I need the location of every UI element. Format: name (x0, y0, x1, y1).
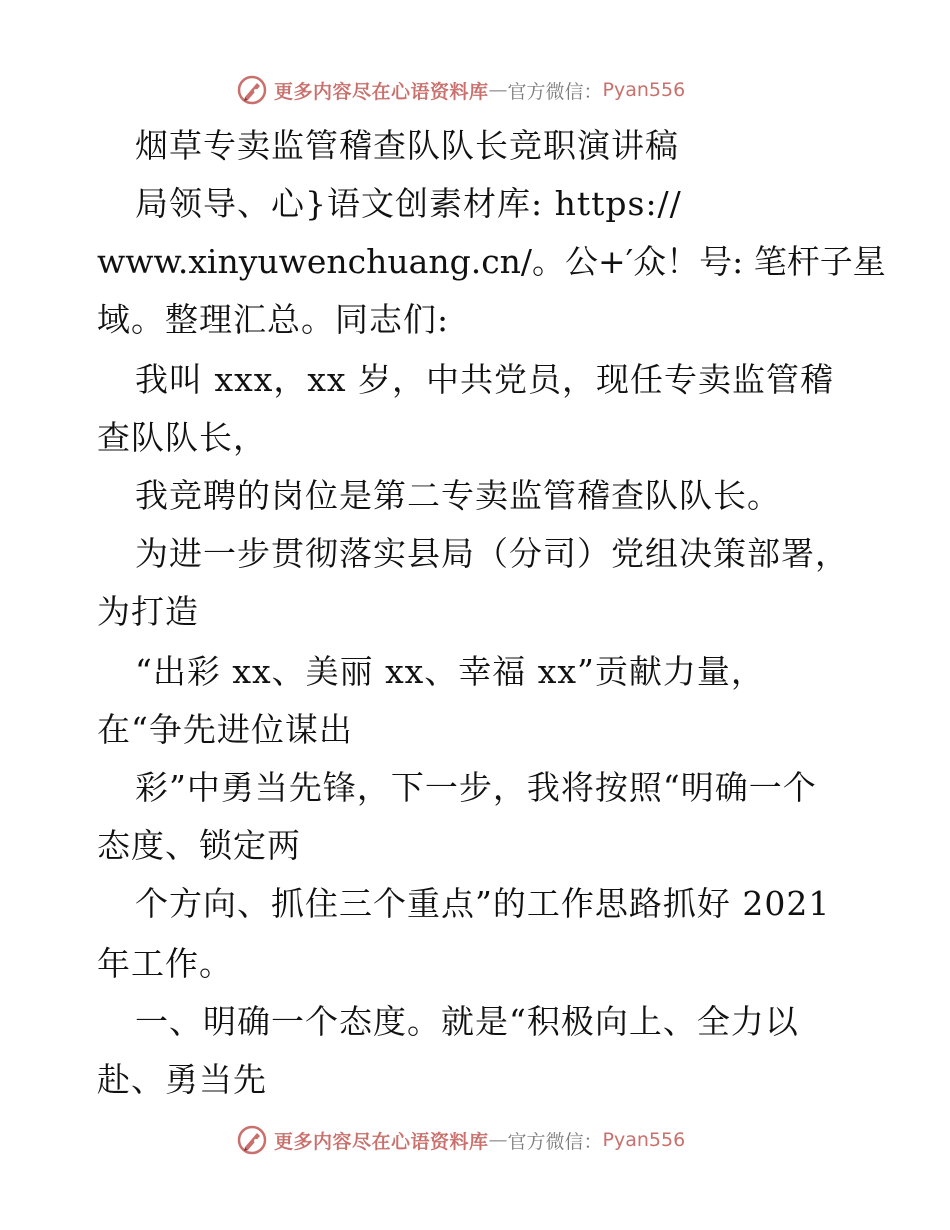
banner-handle: Pyan556 (602, 1129, 686, 1151)
pen-logo-icon (236, 74, 268, 106)
banner-text: 更多内容尽在心语资料库 (274, 1130, 489, 1153)
banner-contact-label: 官方微信： (507, 80, 603, 103)
text-line: 在“争先进位谋出 (97, 710, 353, 749)
text-line: 域。整理汇总。同志们: (97, 300, 450, 339)
banner-contact-label: 官方微信： (507, 1130, 603, 1153)
text-line: 赴、勇当先 (97, 1060, 267, 1099)
text-line: 态度、锁定两 (97, 826, 301, 865)
banner-separator: — (488, 79, 508, 101)
text-line: 为进一步贯彻落实县局（分司）党组决策部署， (135, 534, 849, 573)
pen-logo-icon (236, 1124, 268, 1156)
banner-separator: — (488, 1129, 508, 1151)
header-banner (236, 72, 736, 108)
text-line: 彩”中勇当先锋，下一步，我将按照“明确一个 (135, 768, 817, 807)
text-line: 一、明确一个态度。就是“积极向上、全力以 (135, 1002, 799, 1041)
text-line: 查队队长， (97, 418, 267, 457)
banner-handle: Pyan556 (602, 79, 686, 101)
banner-text: 更多内容尽在心语资料库 (274, 80, 489, 103)
text-line: 我叫 xxx，xx 岁，中共党员，现任专卖监管稽 (135, 360, 835, 399)
footer-banner (236, 1122, 736, 1158)
text-line: 局领导、心}语文创素材库: https:// (135, 184, 682, 223)
text-line: 个方向、抓住三个重点”的工作思路抓好 2021 (135, 884, 831, 923)
text-line: 为打造 (97, 592, 199, 631)
text-line: 年工作。 (97, 944, 233, 983)
text-line: “出彩 xx、美丽 xx、幸福 xx”贡献力量， (135, 652, 765, 691)
document-title: 烟草专卖监管稽查队队长竞职演讲稿 (135, 126, 679, 165)
text-line: 我竞聘的岗位是第二专卖监管稽查队队长。 (135, 476, 781, 515)
text-line: www.xinyuwenchuang.cn/。公+′众！号: 笔杆子星 (97, 242, 886, 281)
